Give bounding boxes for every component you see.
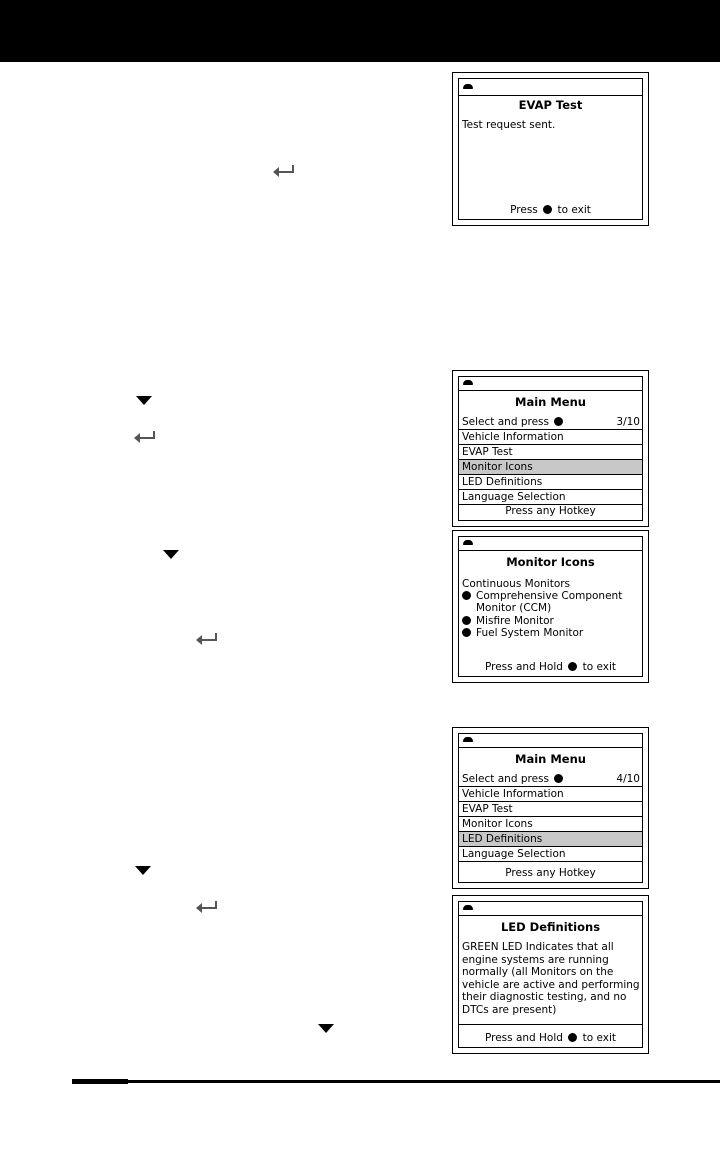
screen-title: Main Menu: [515, 752, 586, 766]
screen-title: EVAP Test: [518, 98, 583, 112]
car-icon: [463, 84, 473, 89]
screen-footer: Press and Hold to exit: [484, 1032, 617, 1044]
led-definitions-screen: [452, 895, 649, 1054]
section-heading: Continuous Monitors: [462, 578, 571, 590]
screen-title: Monitor Icons: [506, 555, 595, 569]
enter-button-icon: [568, 1033, 577, 1042]
menu-item-vehicle-information[interactable]: Vehicle Information: [459, 787, 642, 802]
enter-key-icon: [195, 900, 219, 914]
main-menu-screen: [452, 370, 649, 527]
monitor-line: Fuel System Monitor: [462, 627, 583, 639]
page-counter: 3/10: [616, 416, 640, 428]
enter-key-icon: [272, 164, 296, 178]
led-description: GREEN LED Indicates that all engine systems are running normally (all Monitors on the vehicle are active and performing their diagnostic testing, and no DTCs are present): [462, 941, 640, 1016]
screen-title: LED Definitions: [500, 920, 601, 934]
menu-item-led-definitions[interactable]: LED Definitions: [459, 475, 642, 490]
enter-button-icon: [554, 774, 563, 783]
down-arrow-icon: [163, 550, 179, 559]
evap-test-screen: [452, 72, 649, 226]
menu-item-led-definitions[interactable]: LED Definitions: [459, 832, 642, 847]
car-icon: [463, 737, 473, 742]
down-arrow-icon: [135, 866, 151, 875]
fuel-system-monitor-icon: [462, 628, 471, 637]
status-bar: [459, 79, 642, 96]
screen-title: Main Menu: [515, 395, 586, 409]
status-bar: [459, 537, 642, 551]
menu-prompt: Select and press 3/10: [459, 415, 642, 430]
main-menu-screen: [452, 727, 649, 889]
page-counter: 4/10: [616, 773, 640, 785]
menu-prompt: Select and press 4/10: [459, 772, 642, 787]
monitor-line: Monitor (CCM): [476, 602, 552, 614]
monitor-line: Comprehensive Component: [462, 590, 622, 602]
footer-rule-accent: [72, 1079, 128, 1084]
enter-key-icon: [133, 430, 157, 444]
menu-item-evap-test[interactable]: EVAP Test: [459, 802, 642, 817]
enter-button-icon: [554, 417, 563, 426]
car-icon: [463, 380, 473, 385]
menu-item-language-selection[interactable]: Language Selection: [459, 847, 642, 862]
car-icon: [463, 540, 473, 545]
enter-key-icon: [195, 632, 219, 646]
status-bar: [459, 377, 642, 391]
menu-item-monitor-icons[interactable]: Monitor Icons: [459, 460, 642, 475]
header-bar: [0, 0, 720, 62]
enter-button-icon: [543, 205, 552, 214]
monitor-line: Misfire Monitor: [462, 615, 554, 627]
menu-item-language-selection[interactable]: Language Selection: [459, 490, 642, 505]
enter-button-icon: [568, 662, 577, 671]
car-icon: [463, 905, 473, 910]
status-bar: [459, 734, 642, 748]
down-arrow-icon: [136, 396, 152, 405]
misfire-monitor-icon: [462, 616, 471, 625]
menu-item-monitor-icons[interactable]: Monitor Icons: [459, 817, 642, 832]
screen-footer: Press to exit: [510, 204, 591, 216]
screen-footer: Press and Hold to exit: [484, 661, 617, 673]
ccm-monitor-icon: [462, 591, 471, 600]
footer-rule: [72, 1080, 720, 1083]
menu-item-vehicle-information[interactable]: Vehicle Information: [459, 430, 642, 445]
screen-footer: Press any Hotkey: [505, 505, 596, 517]
down-arrow-icon: [318, 1024, 334, 1033]
status-bar: [459, 902, 642, 916]
menu-item-evap-test[interactable]: EVAP Test: [459, 445, 642, 460]
screen-footer: Press any Hotkey: [505, 867, 596, 879]
message-text: Test request sent.: [462, 119, 556, 131]
monitor-icons-screen: [452, 530, 649, 683]
footer-divider: [459, 1024, 642, 1025]
